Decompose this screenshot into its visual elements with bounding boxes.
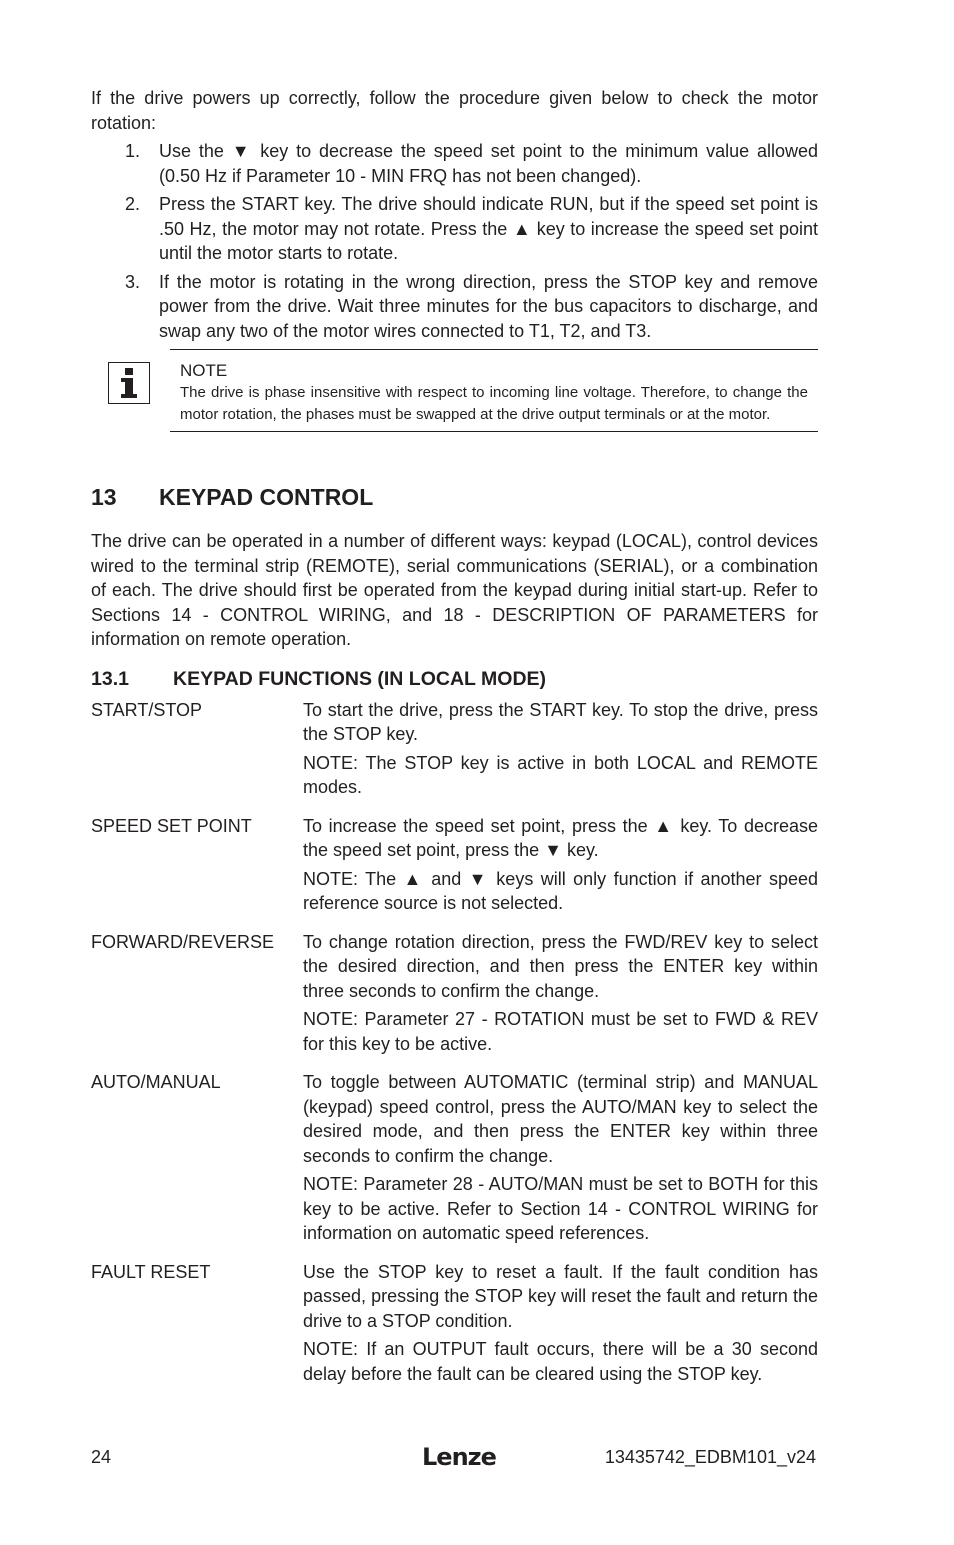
list-item (91, 270, 818, 344)
function-text: Use the STOP key to reset a fault. If the fault condition has passed, pressing the STOP key will reset the fault and return the drive to a STOP condition. (303, 1261, 818, 1331)
function-label: START/STOP (91, 699, 203, 720)
function-text: To change rotation direction, press the FWD/REV key to select the desired direction, and then press the ENTER key within three seconds to confirm the change. (303, 931, 818, 1001)
note-box (170, 349, 818, 432)
page-footer (91, 1443, 818, 1473)
procedure-steps (91, 139, 818, 343)
table-row (91, 698, 818, 804)
section-heading (91, 483, 818, 511)
table-row (91, 930, 818, 1061)
section-paragraph: The drive can be operated in a number of different ways: keypad (LOCAL), control devices wired to the terminal strip (REMOTE), serial communications (SERIAL), or a combination of each. The drive should first be operated from the keypad during initial start-up. Refer to Sections 14 - CONTROL WIRING, and 18 - DESCRIPTION OF PARAMETERS for information on remote operation. (91, 531, 818, 649)
table-row (91, 1260, 818, 1391)
step-number: 2. (125, 194, 141, 214)
function-note: NOTE: If an OUTPUT fault occurs, there will be a 30 second delay before the fault can be cleared using the STOP key. (303, 1339, 818, 1384)
step-text: Press the START key. The drive should indicate RUN, but if the speed set point is .50 Hz, the motor may not rotate. Press the ▲ key to increase the speed set point until the motor starts to rotate. (159, 194, 818, 263)
subsection-title: KEYPAD FUNCTIONS (IN LOCAL MODE) (173, 667, 547, 690)
lenze-logo: Lenze (422, 1443, 496, 1471)
page-number: 24 (91, 1447, 112, 1467)
subsection-heading (91, 666, 818, 692)
list-item (91, 192, 818, 266)
list-item (91, 139, 818, 188)
function-description (303, 930, 818, 1061)
function-text: To start the drive, press the START key. To stop the drive, press the STOP key. (303, 699, 818, 744)
function-description (303, 1260, 818, 1391)
function-description (303, 698, 818, 804)
function-label: FAULT RESET (91, 1261, 211, 1282)
function-note: NOTE: The ▲ and ▼ keys will only function if another speed reference source is not selected. (303, 868, 818, 913)
function-note: NOTE: The STOP key is active in both LOCAL and REMOTE modes. (303, 752, 818, 797)
function-label: AUTO/MANUAL (91, 1072, 221, 1092)
table-row (91, 814, 818, 920)
section-title: KEYPAD CONTROL (159, 484, 374, 510)
note-block (91, 349, 818, 459)
note-text: The drive is phase insensitive with respect to incoming line voltage. Therefore, to change the motor rotation, the phases must be swapped at the drive output terminals or at the motor. (180, 384, 808, 423)
document-id: 13435742_EDBM101_v24 (604, 1447, 816, 1467)
function-note: NOTE: Parameter 28 - AUTO/MAN must be set to BOTH for this key to be active. Refer to Section 14 - CONTROL WIRING for information on automatic speed references. (303, 1174, 818, 1243)
step-number: 1. (125, 141, 141, 161)
function-label: FORWARD/REVERSE (91, 931, 275, 952)
function-note: NOTE: Parameter 27 - ROTATION must be set to FWD & REV for this key to be active. (303, 1009, 818, 1054)
function-text: To toggle between AUTOMATIC (terminal strip) and MANUAL (keypad) speed control, press the AUTO/MAN key to select the desired mode, and then press the ENTER key within three seconds to confirm the change. (303, 1072, 818, 1166)
info-icon (108, 362, 150, 404)
function-description (303, 1070, 818, 1250)
function-label: SPEED SET POINT (91, 815, 252, 836)
step-text: Use the ▼ key to decrease the speed set point to the minimum value allowed (0.50 Hz if Parameter 10 - MIN FRQ has not been changed). (159, 141, 818, 186)
step-number: 3. (125, 271, 141, 292)
function-text: To increase the speed set point, press the ▲ key. To decrease the speed set point, press the ▼ key. (303, 815, 818, 860)
functions-table (91, 698, 818, 1391)
table-row (91, 1070, 818, 1250)
section-number: 13 (91, 484, 117, 510)
function-description (303, 814, 818, 920)
note-title: NOTE (180, 361, 228, 380)
subsection-number: 13.1 (91, 667, 129, 690)
step-text: If the motor is rotating in the wrong direction, press the STOP key and remove power from the drive. Wait three minutes for the bus capacitors to discharge, and swap any two of the motor wires connected to T1, T2, and T3. (159, 271, 818, 341)
page-content (91, 86, 818, 1400)
intro-paragraph: If the drive powers up correctly, follow the procedure given below to check the motor rotation: (91, 88, 818, 133)
